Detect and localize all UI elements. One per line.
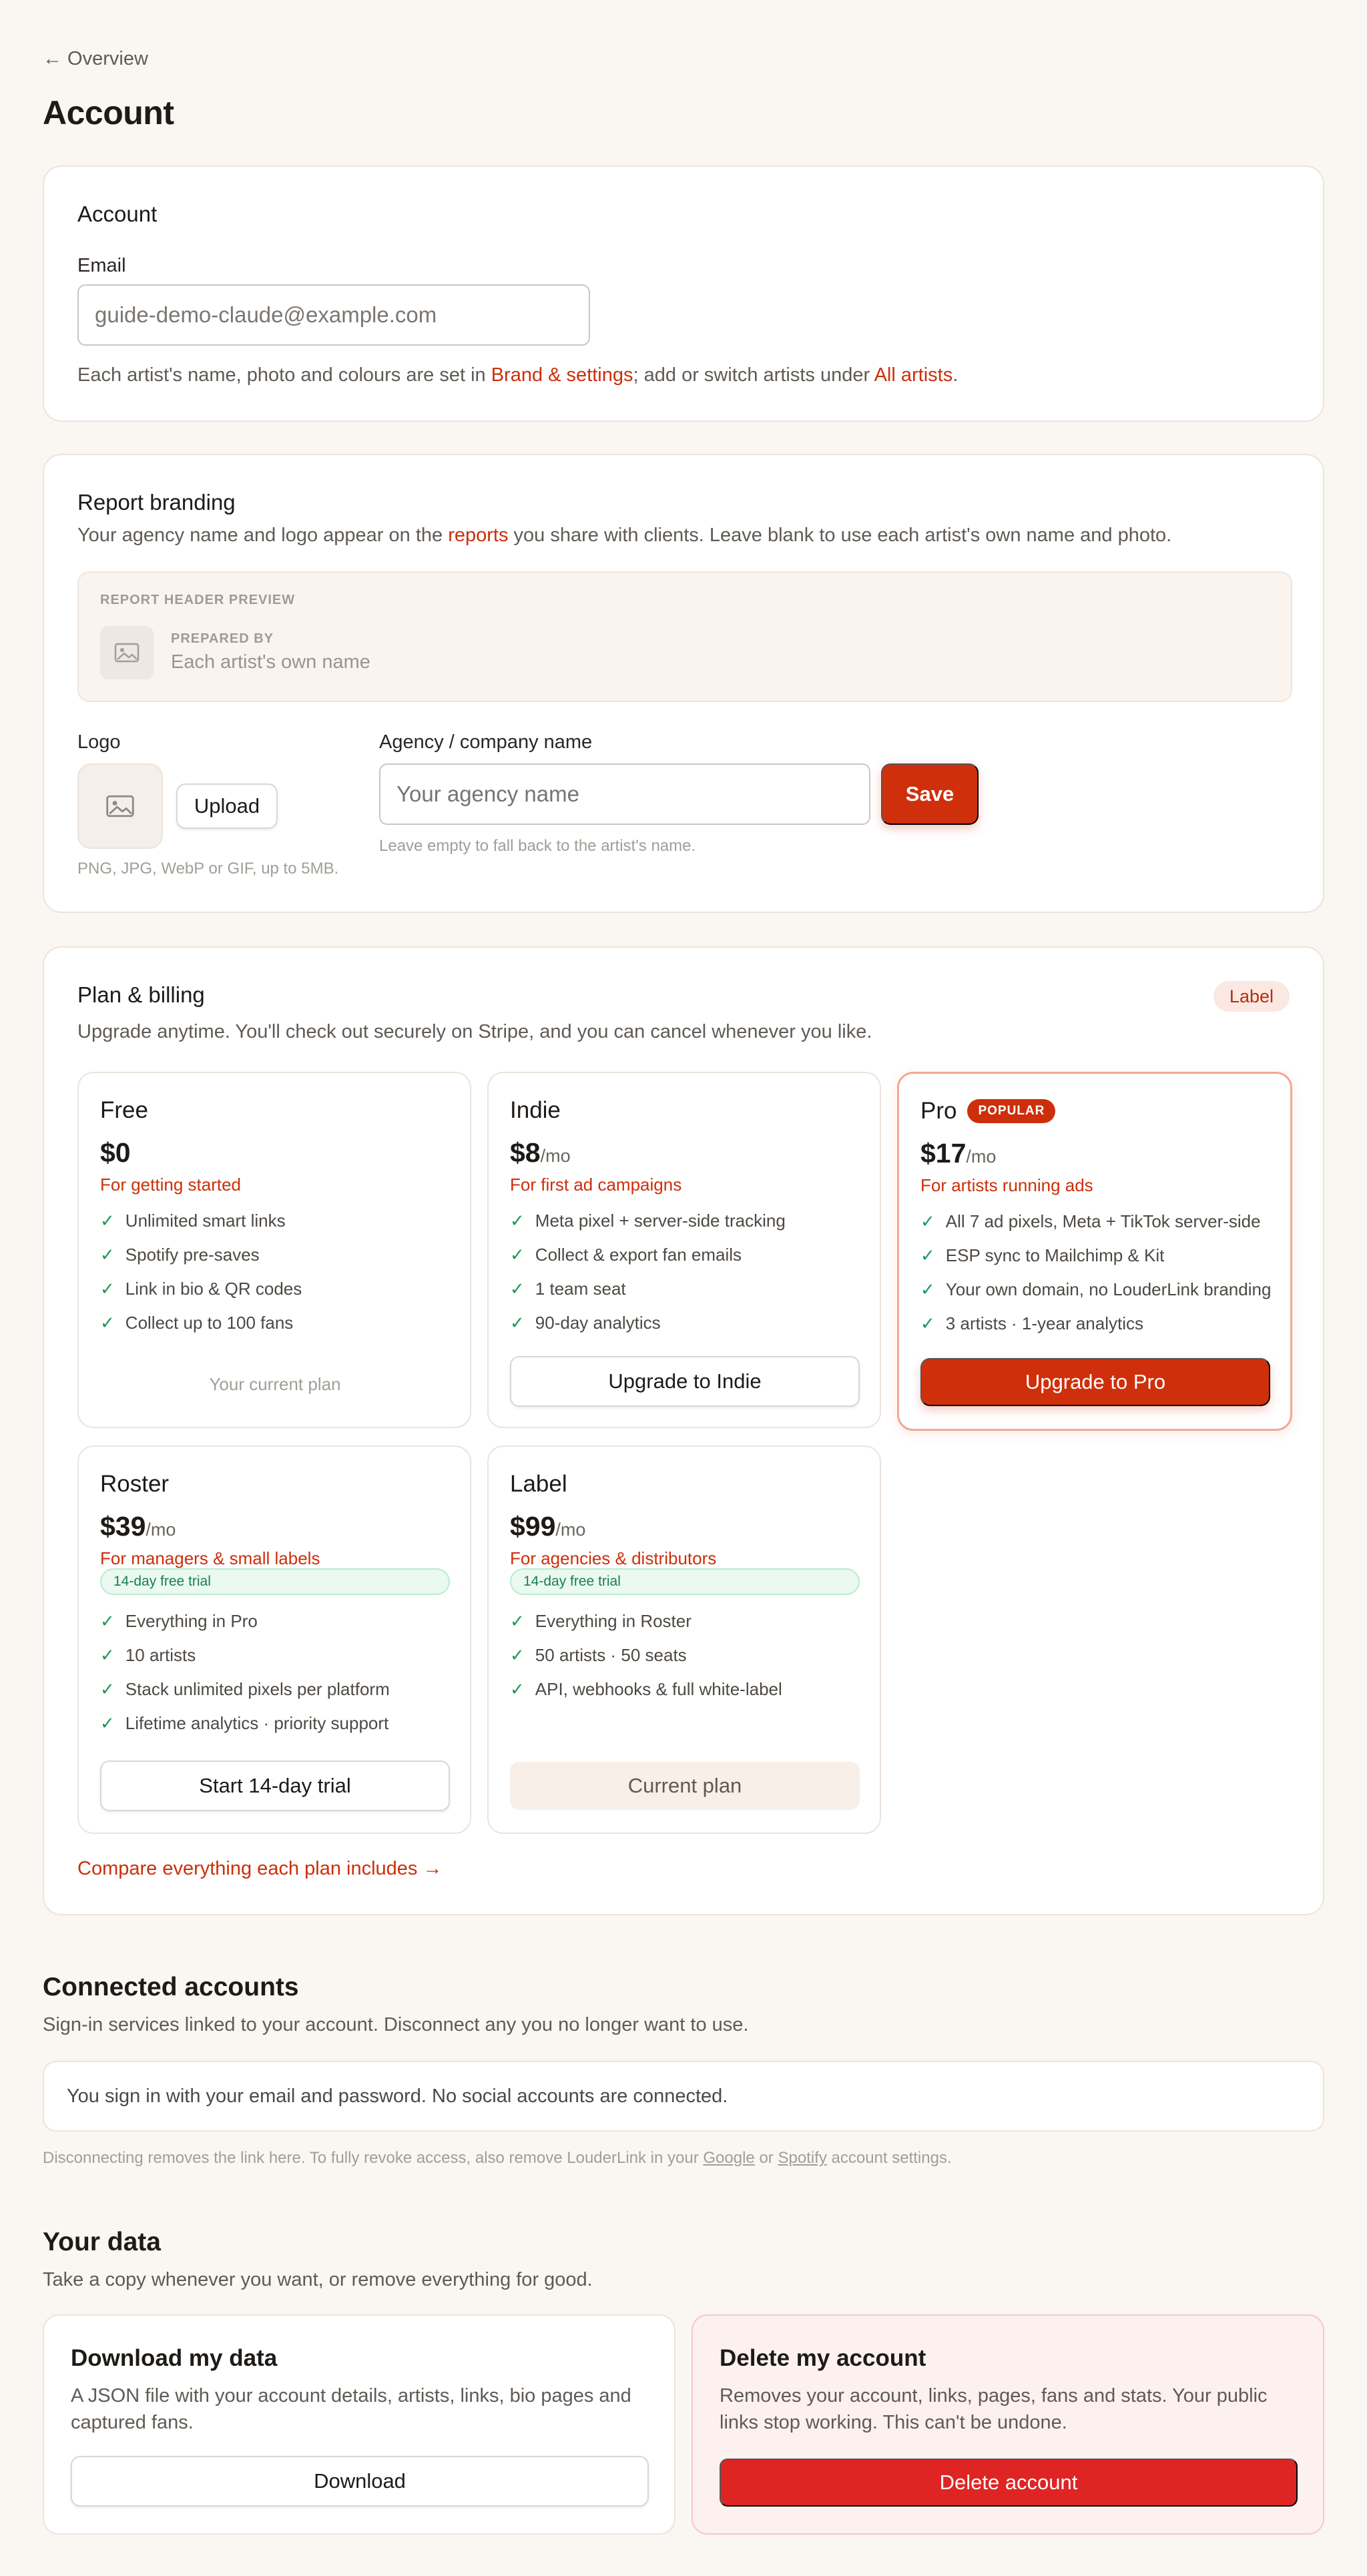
- price-period: /mo: [966, 1147, 997, 1167]
- current-plan-label: Current plan: [510, 1762, 860, 1810]
- check-icon: ✓: [920, 1245, 935, 1265]
- check-icon: ✓: [510, 1313, 525, 1333]
- delete-account-title: Delete my account: [720, 2345, 926, 2371]
- account-heading: Account: [77, 202, 158, 226]
- check-icon: ✓: [510, 1245, 525, 1265]
- feature-text: Collect up to 100 fans: [125, 1313, 294, 1333]
- delete-account-button[interactable]: Delete account: [720, 2459, 1298, 2507]
- back-to-overview-link[interactable]: ← Overview: [43, 48, 148, 69]
- plan-name-row: [920, 1098, 1055, 1124]
- feature-item: [920, 1239, 1274, 1273]
- feature-list: [920, 1205, 1274, 1341]
- reports-link[interactable]: reports: [448, 525, 509, 546]
- feature-item: [100, 1638, 454, 1672]
- feature-text: Stack unlimited pixels per platform: [125, 1679, 390, 1699]
- feature-item: [510, 1238, 864, 1272]
- plan-tagline: For artists running ads: [920, 1175, 1093, 1195]
- agency-hint: Leave empty to fall back to the artist's name.: [379, 837, 696, 855]
- plan-tagline: For managers & small labels: [100, 1548, 320, 1568]
- check-icon: ✓: [100, 1611, 115, 1631]
- plan-tagline: For first ad campaigns: [510, 1175, 682, 1195]
- plan-name: Pro: [920, 1098, 957, 1124]
- brand-settings-link[interactable]: Brand & settings: [491, 364, 633, 386]
- upgrade-to-pro-button[interactable]: Upgrade to Pro: [920, 1358, 1270, 1406]
- feature-item: [510, 1604, 864, 1638]
- plan-tagline: For agencies & distributors: [510, 1548, 717, 1568]
- feature-item: [920, 1273, 1274, 1307]
- feature-item: [100, 1306, 454, 1340]
- feature-text: 50 artists · 50 seats: [535, 1645, 687, 1665]
- check-icon: ✓: [510, 1211, 525, 1231]
- feature-text: 10 artists: [125, 1645, 196, 1665]
- feature-item: [510, 1638, 864, 1672]
- report-branding-description: [77, 525, 1171, 547]
- check-icon: ✓: [100, 1679, 115, 1699]
- feature-item: [510, 1204, 864, 1238]
- report-header-preview: [77, 571, 1292, 702]
- delete-account-card: [692, 2314, 1324, 2535]
- feature-text: 1 team seat: [535, 1279, 626, 1299]
- start-trial-button[interactable]: Start 14-day trial: [100, 1760, 450, 1811]
- plan-card-indie: [487, 1072, 881, 1428]
- plan-name: Indie: [510, 1097, 561, 1123]
- compare-plans-link[interactable]: Compare everything each plan includes →: [77, 1858, 443, 1879]
- connected-accounts-info: You sign in with your email and password. No social accounts are connected.: [43, 2061, 1324, 2132]
- feature-item: [920, 1307, 1274, 1341]
- plan-price: [100, 1137, 131, 1169]
- price-period: /mo: [540, 1146, 571, 1166]
- feature-text: ESP sync to Mailchimp & Kit: [945, 1245, 1165, 1265]
- feature-list: [100, 1604, 454, 1740]
- check-icon: ✓: [510, 1645, 525, 1665]
- your-data-subtitle: Take a copy whenever you want, or remove everything for good.: [43, 2269, 593, 2290]
- plan-billing-card: [43, 946, 1324, 1915]
- fineprint-end: account settings.: [826, 2149, 952, 2167]
- check-icon: ✓: [100, 1313, 115, 1333]
- plan-name: Roster: [100, 1471, 170, 1497]
- check-icon: ✓: [920, 1279, 935, 1299]
- feature-item: [510, 1272, 864, 1306]
- price-amount: $99: [510, 1511, 556, 1542]
- connected-accounts-subtitle: Sign-in services linked to your account. Disconnect any you no longer want to use.: [43, 2014, 749, 2035]
- feature-item: [920, 1205, 1274, 1239]
- check-icon: ✓: [100, 1245, 115, 1265]
- check-icon: ✓: [510, 1679, 525, 1699]
- price-period: /mo: [555, 1520, 586, 1540]
- plan-name: Label: [510, 1471, 567, 1497]
- email-label: Email: [77, 255, 126, 276]
- feature-list: [100, 1204, 454, 1340]
- plan-name: Free: [100, 1097, 148, 1123]
- agency-name-input[interactable]: [379, 763, 870, 825]
- check-icon: ✓: [100, 1211, 115, 1231]
- feature-text: Meta pixel + server-side tracking: [535, 1211, 786, 1231]
- your-data-heading: Your data: [43, 2228, 161, 2256]
- price-amount: $39: [100, 1511, 146, 1542]
- upload-logo-button[interactable]: Upload: [176, 783, 278, 829]
- free-trial-badge: 14-day free trial: [100, 1568, 450, 1595]
- description-end: you share with clients. Leave blank to use each artist's own name and photo.: [508, 525, 1172, 546]
- upgrade-to-indie-button[interactable]: Upgrade to Indie: [510, 1356, 860, 1407]
- check-icon: ✓: [510, 1279, 525, 1299]
- check-icon: ✓: [920, 1313, 935, 1333]
- feature-text: All 7 ad pixels, Meta + TikTok server-side: [945, 1211, 1261, 1231]
- email-field[interactable]: guide-demo-claude@example.com: [77, 284, 590, 346]
- plan-card-pro: [897, 1072, 1292, 1431]
- feature-list: [510, 1204, 864, 1340]
- download-data-description: A JSON file with your account details, artists, links, bio pages and captured fans.: [71, 2385, 631, 2433]
- report-branding-card: [43, 454, 1324, 913]
- price-amount: $8: [510, 1137, 541, 1168]
- account-helper-text: [77, 364, 958, 386]
- feature-item: [510, 1672, 864, 1706]
- feature-text: API, webhooks & full white-label: [535, 1679, 782, 1699]
- feature-item: [100, 1272, 454, 1306]
- fineprint-start: Disconnecting removes the link here. To fully revoke access, also remove LouderLink in your: [43, 2149, 704, 2167]
- feature-list: [510, 1604, 864, 1706]
- plan-billing-heading: Plan & billing: [77, 982, 205, 1007]
- price-period: /mo: [146, 1520, 176, 1540]
- feature-text: 3 artists · 1-year analytics: [945, 1313, 1144, 1333]
- image-placeholder-icon: [105, 795, 135, 818]
- feature-item: [510, 1306, 864, 1340]
- feature-text: 90-day analytics: [535, 1313, 661, 1333]
- price-amount: $0: [100, 1137, 131, 1168]
- download-data-card: [43, 2314, 675, 2535]
- plan-price: [510, 1511, 585, 1542]
- feature-text: Your own domain, no LouderLink branding: [945, 1279, 1272, 1299]
- check-icon: ✓: [100, 1279, 115, 1299]
- feature-item: [100, 1672, 454, 1706]
- disconnect-fineprint: [43, 2149, 952, 2168]
- feature-text: Unlimited smart links: [125, 1211, 286, 1231]
- popular-badge: POPULAR: [967, 1099, 1055, 1123]
- logo-label: Logo: [77, 731, 121, 753]
- check-icon: ✓: [100, 1713, 115, 1733]
- helper-text-start: Each artist's name, photo and colours are set in: [77, 364, 491, 386]
- preview-prepared-by: PREPARED BY: [171, 631, 274, 646]
- feature-text: Lifetime analytics · priority support: [125, 1713, 389, 1733]
- plan-billing-description: Upgrade anytime. You'll check out securely on Stripe, and you can cancel whenever you like.: [77, 1021, 872, 1042]
- account-card: [43, 166, 1324, 422]
- check-icon: ✓: [920, 1211, 935, 1231]
- feature-item: [100, 1706, 454, 1740]
- agency-name-label: Agency / company name: [379, 731, 593, 753]
- check-icon: ✓: [510, 1611, 525, 1631]
- free-trial-badge: 14-day free trial: [510, 1568, 860, 1595]
- plan-price: [100, 1511, 176, 1542]
- price-amount: $17: [920, 1138, 967, 1169]
- description-start: Your agency name and logo appear on the: [77, 525, 449, 546]
- plan-price: [510, 1137, 571, 1169]
- feature-text: Collect & export fan emails: [535, 1245, 742, 1265]
- fineprint-or: or: [754, 2149, 778, 2167]
- helper-text-middle: ; add or switch artists under: [633, 364, 874, 386]
- download-data-button[interactable]: Download: [71, 2456, 649, 2507]
- check-icon: ✓: [100, 1645, 115, 1665]
- plan-card-free: [77, 1072, 471, 1428]
- delete-account-description: Removes your account, links, pages, fans and stats. Your public links stop working. This can't be undone.: [720, 2385, 1268, 2433]
- helper-text-end: .: [952, 364, 959, 386]
- logo-placeholder[interactable]: [77, 763, 163, 849]
- connected-accounts-heading: Connected accounts: [43, 1973, 299, 2001]
- plan-tagline: For getting started: [100, 1175, 241, 1195]
- save-branding-button[interactable]: Save: [881, 763, 979, 825]
- plan-card-label: [487, 1445, 881, 1834]
- logo-hint: PNG, JPG, WebP or GIF, up to 5MB.: [77, 860, 339, 878]
- feature-item: [100, 1204, 454, 1238]
- spotify-settings-link[interactable]: Spotify: [778, 2149, 827, 2167]
- image-placeholder-icon: [100, 626, 154, 679]
- plan-card-roster: [77, 1445, 471, 1834]
- your-current-plan-label: Your current plan: [209, 1373, 341, 1394]
- current-plan-badge: Label: [1213, 981, 1290, 1012]
- google-settings-link[interactable]: Google: [703, 2149, 755, 2167]
- all-artists-link[interactable]: All artists: [874, 364, 953, 386]
- feature-text: Link in bio & QR codes: [125, 1279, 302, 1299]
- feature-item: [100, 1604, 454, 1638]
- preview-name: Each artist's own name: [171, 651, 370, 673]
- download-data-title: Download my data: [71, 2345, 278, 2371]
- preview-caption: REPORT HEADER PREVIEW: [100, 593, 296, 607]
- feature-text: Everything in Roster: [535, 1611, 692, 1631]
- page-title: Account: [43, 94, 174, 131]
- feature-item: [100, 1238, 454, 1272]
- feature-text: Spotify pre-saves: [125, 1245, 260, 1265]
- feature-text: Everything in Pro: [125, 1611, 258, 1631]
- report-branding-heading: Report branding: [77, 490, 236, 515]
- plan-price: [920, 1138, 996, 1169]
